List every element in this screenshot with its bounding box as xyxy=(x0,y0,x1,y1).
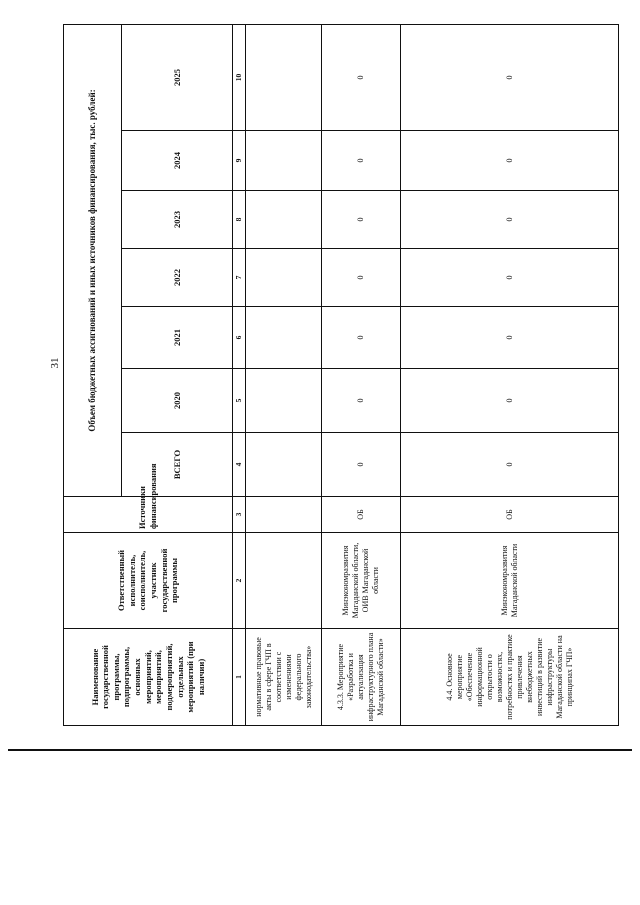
header-year: 2022 xyxy=(122,249,233,307)
row-value: 0 xyxy=(322,369,401,433)
row-value: 0 xyxy=(401,369,619,433)
row-total: 0 xyxy=(322,433,401,497)
header-total: ВСЕГО xyxy=(122,433,233,497)
row-value: 0 xyxy=(401,191,619,249)
row-value: 0 xyxy=(401,249,619,307)
row-responsible: Минэкономразвития Магаданской области, ОИВ Магаданской области xyxy=(322,533,401,629)
header-funding-group: Объем бюджетных ассигнований и иных источников финансирования, тыс. рублей: xyxy=(64,24,122,496)
row-name: нормативные правовые акты в сфере ГЧП в соответствии с изменениями федерального законодательства» xyxy=(246,629,322,726)
row-value: 0 xyxy=(322,249,401,307)
row-responsible: Минэкономразвития Магаданской области xyxy=(401,533,619,629)
header-year: 2024 xyxy=(122,131,233,191)
row-value: 0 xyxy=(322,24,401,130)
index-cell: 2 xyxy=(233,533,246,629)
header-responsible: Ответственный исполнитель, соисполнитель, участник государственной программы xyxy=(64,533,233,629)
page-number: 31 xyxy=(49,357,61,369)
index-cell: 4 xyxy=(233,433,246,497)
row-responsible xyxy=(246,533,322,629)
row-value: 0 xyxy=(322,131,401,191)
funding-table xyxy=(63,24,619,726)
index-cell: 6 xyxy=(233,307,246,369)
row-total: 0 xyxy=(401,433,619,497)
index-cell: 3 xyxy=(233,497,246,533)
row-source xyxy=(246,497,322,533)
row-source: ОБ xyxy=(401,497,619,533)
row-value xyxy=(246,131,322,191)
row-value: 0 xyxy=(322,191,401,249)
header-year: 2025 xyxy=(122,24,233,130)
index-cell: 9 xyxy=(233,131,246,191)
table-row xyxy=(322,24,401,725)
header-row-top xyxy=(64,24,122,725)
row-value: 0 xyxy=(401,131,619,191)
row-name: 4.4. Основное мероприятие «Обеспечение информационной открытости о возможностях, потребностях и практике привлечения внебюджетных инвестиций в развитие инфраструктуры Магаданской области на принципах ГЧП» xyxy=(401,629,619,726)
row-value xyxy=(246,369,322,433)
index-row xyxy=(233,24,246,725)
table-row xyxy=(401,24,619,725)
row-value: 0 xyxy=(322,307,401,369)
header-name: Наименование государственной программы, подпрограммы, основных мероприятий, мероприятий, подмероприятий, отдельных мероприятий (при наличии) xyxy=(64,629,233,726)
row-value: 0 xyxy=(401,307,619,369)
header-year: 2020 xyxy=(122,369,233,433)
index-cell: 5 xyxy=(233,369,246,433)
index-cell: 7 xyxy=(233,249,246,307)
row-value xyxy=(246,191,322,249)
row-value xyxy=(246,24,322,130)
header-year: 2021 xyxy=(122,307,233,369)
row-value: 0 xyxy=(401,24,619,130)
index-cell: 8 xyxy=(233,191,246,249)
index-cell: 10 xyxy=(233,24,246,130)
row-name: 4.3.3. Мероприятие «Разработка и актуализация инфраструктурного плана Магаданской области» xyxy=(322,629,401,726)
footer-rule xyxy=(8,749,632,751)
row-total xyxy=(246,433,322,497)
row-value xyxy=(246,249,322,307)
rotated-table-area xyxy=(63,25,617,726)
index-cell: 1 xyxy=(233,629,246,726)
row-value xyxy=(246,307,322,369)
row-source: ОБ xyxy=(322,497,401,533)
funding-table-sheet xyxy=(63,25,617,726)
header-source: Источники финансирования xyxy=(64,497,233,533)
table-row xyxy=(246,24,322,725)
header-year: 2023 xyxy=(122,191,233,249)
